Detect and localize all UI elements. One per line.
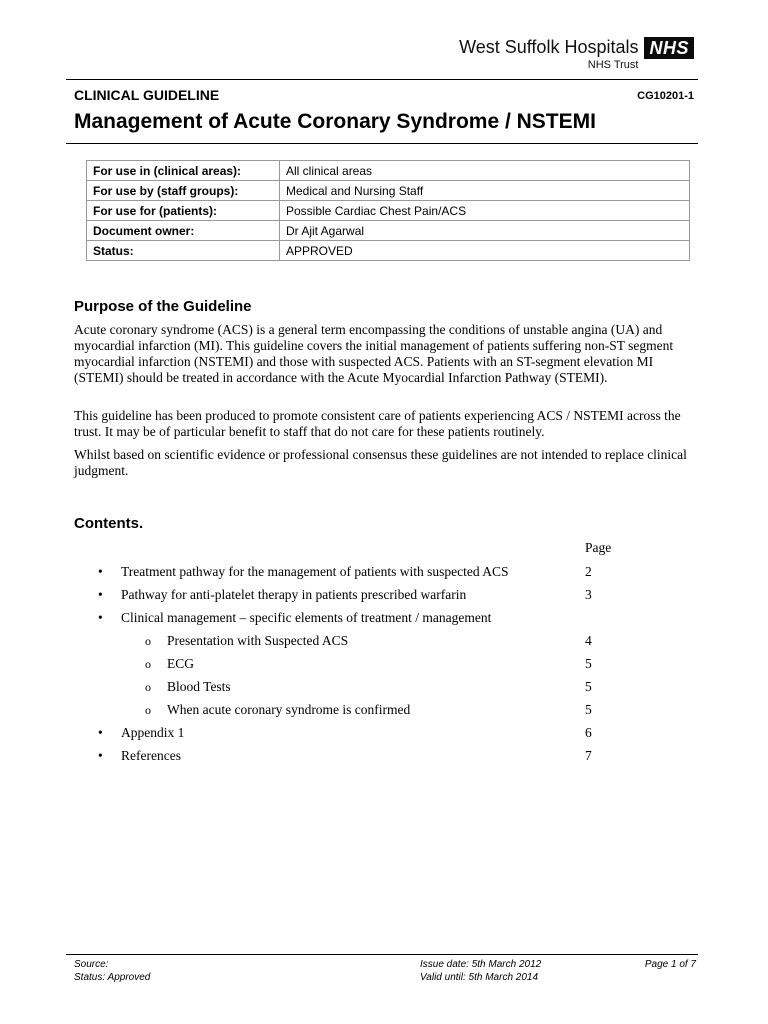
- bullet-icon: •: [98, 725, 103, 740]
- bullet-icon: •: [98, 564, 103, 579]
- toc-entry-page: 7: [585, 748, 592, 763]
- guideline-label: CLINICAL GUIDELINE: [74, 87, 220, 103]
- toc-entry-label: Clinical management – specific elements of treatment / management: [121, 610, 492, 625]
- toc-entry-label: Blood Tests: [167, 679, 231, 694]
- footer-left: [74, 958, 150, 984]
- info-value: APPROVED: [280, 241, 690, 261]
- table-row: [87, 181, 690, 201]
- list-item: [0, 724, 768, 742]
- trust-logo: [459, 36, 694, 71]
- info-value: All clinical areas: [280, 161, 690, 181]
- toc-entry-page: 5: [585, 702, 592, 717]
- sub-bullet-icon: o: [145, 680, 151, 694]
- toc-entry-label: When acute coronary syndrome is confirmed: [167, 702, 411, 717]
- purpose-heading: Purpose of the Guideline: [74, 298, 252, 315]
- purpose-paragraph-1: Acute coronary syndrome (ACS) is a general term encompassing the conditions of unstable angina (UA) and myocardial infarction (MI). This guideline covers the initial management of patients suffering non-ST segment myocardial infarction (NSTEMI) and those with suspected ACS. Patients with an ST-segment elevation MI (STEMI) should be treated in accordance with the Acute Myocardial Infarction Pathway (STEMI).: [74, 322, 674, 385]
- contents-heading: Contents.: [74, 515, 144, 532]
- toc-entry-page: 5: [585, 679, 592, 694]
- list-item: [0, 701, 768, 719]
- bullet-icon: •: [98, 587, 103, 602]
- list-item: [0, 747, 768, 765]
- toc-entry-label: Treatment pathway for the management of patients with suspected ACS: [121, 564, 509, 579]
- sub-bullet-icon: o: [145, 657, 151, 671]
- info-key: For use by (staff groups):: [87, 181, 280, 201]
- info-key: Status:: [87, 241, 280, 261]
- list-item: [0, 655, 768, 673]
- toc-entry-page: 4: [585, 633, 592, 648]
- footer-issue-date: Issue date: 5th March 2012: [420, 959, 542, 970]
- bullet-icon: •: [98, 748, 103, 763]
- info-value: Dr Ajit Agarwal: [280, 221, 690, 241]
- info-value: Possible Cardiac Chest Pain/ACS: [280, 201, 690, 221]
- info-key: For use for (patients):: [87, 201, 280, 221]
- table-row: [87, 161, 690, 181]
- nhs-logo: NHS: [644, 37, 694, 59]
- list-item: [0, 563, 768, 581]
- purpose-paragraph-2: This guideline has been produced to promote consistent care of patients experiencing ACS / NSTEMI across the trust. It may be of particular benefit to staff that do not care for these patients routinely.: [74, 408, 681, 439]
- info-value: Medical and Nursing Staff: [280, 181, 690, 201]
- toc-entry-page: 3: [585, 587, 592, 602]
- title-rule: [66, 143, 698, 144]
- toc-entry-page: 2: [585, 564, 592, 579]
- sub-bullet-icon: o: [145, 634, 151, 648]
- document-code: CG10201-1: [637, 90, 694, 102]
- org-name: West Suffolk Hospitals: [459, 37, 639, 57]
- toc-entry-label: Presentation with Suspected ACS: [167, 633, 349, 648]
- info-key: Document owner:: [87, 221, 280, 241]
- toc-entry-label: References: [121, 748, 181, 763]
- org-subtitle: NHS Trust: [587, 59, 639, 71]
- list-item: [0, 586, 768, 604]
- page-column-label: Page: [585, 540, 612, 555]
- list-item: [0, 678, 768, 696]
- toc-entry-label: Pathway for anti-platelet therapy in patients prescribed warfarin: [121, 587, 467, 602]
- list-item: [0, 609, 768, 627]
- footer-dates: [420, 958, 541, 984]
- table-row: [87, 201, 690, 221]
- info-key: For use in (clinical areas):: [87, 161, 280, 181]
- toc-entry-page: 6: [585, 725, 592, 740]
- footer-page-number: Page 1 of 7: [644, 959, 696, 970]
- toc-entry-label: Appendix 1: [121, 725, 185, 740]
- footer-source: Source:: [74, 959, 109, 970]
- purpose-paragraph-3: Whilst based on scientific evidence or professional consensus these guidelines are not intended to replace clinical judgment.: [74, 447, 687, 478]
- sub-bullet-icon: o: [145, 703, 151, 717]
- document-title: Management of Acute Coronary Syndrome / NSTEMI: [74, 110, 596, 133]
- toc-entry-page: 5: [585, 656, 592, 671]
- header-rule: [66, 79, 698, 80]
- table-row: [87, 241, 690, 261]
- table-row: [87, 221, 690, 241]
- footer-valid-until: Valid until: 5th March 2014: [420, 972, 539, 983]
- footer-rule: [66, 954, 698, 955]
- list-item: [0, 632, 768, 650]
- bullet-icon: •: [98, 610, 103, 625]
- document-info-table: [86, 160, 690, 261]
- toc-entry-label: ECG: [167, 656, 194, 671]
- footer-status: Status: Approved: [74, 972, 151, 983]
